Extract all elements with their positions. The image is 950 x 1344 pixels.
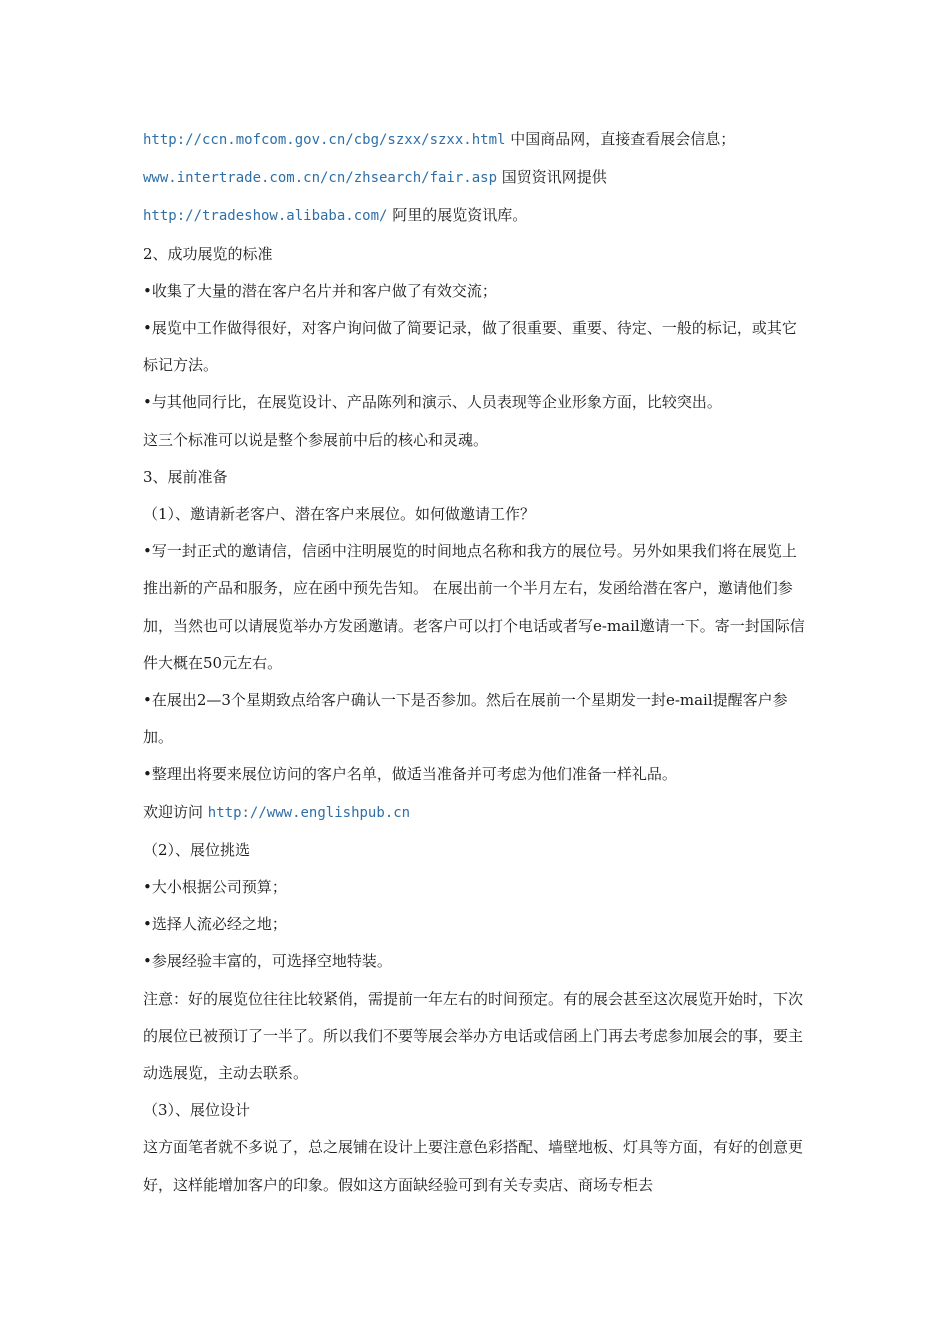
link-line-3 <box>143 197 808 235</box>
link-line-2 <box>143 159 808 197</box>
link-alibaba[interactable]: http://tradeshow.alibaba.com/ <box>143 208 388 225</box>
link-desc-1: 中国商品网，直接查看展会信息； <box>505 130 736 148</box>
link-desc-3: 阿里的展览资讯库。 <box>387 206 528 225</box>
welcome-line <box>143 794 808 832</box>
section-3-1-bullet-1: •写一封正式的邀请信，信函中注明展览的时间地点名称和我方的展位号。另外如果我们将在展览上推出新的产品和服务，应在函中预先告知。 在展出前一个半月左右，发函给潜在客户，邀请他们参加，当然也可以请展览举办方发函邀请。老客户可以打个电话或者写e-mail邀请一下。寄一封国际信件大概在50元左右。 <box>143 542 805 672</box>
section-2-title: 2、成功展览的标准 <box>143 244 273 263</box>
section-2-bullet-2: •展览中工作做得很好，对客户询问做了简要记录，做了很重要、重要、待定、一般的标记，或其它标记方法。 <box>143 319 797 375</box>
section-3-2-bullet-1: •大小根据公司预算； <box>143 878 287 897</box>
document-body <box>143 121 808 1204</box>
section-3-1-bullet-3: •整理出将要来展位访问的客户名单，做适当准备并可考虑为他们准备一样礼品。 <box>143 765 677 784</box>
section-3-3-text: 这方面笔者就不多说了，总之展铺在设计上要注意色彩搭配、墙壁地板、灯具等方面，有好的创意更好，这样能增加客户的印象。假如这方面缺经验可到有关专卖店、商场专柜去 <box>143 1138 804 1194</box>
section-3-2-title: （2）、展位挑选 <box>143 840 251 859</box>
link-mofcom[interactable]: http://ccn.mofcom.gov.cn/cbg/szxx/szxx.html <box>143 132 506 148</box>
section-2-bullet-1: •收集了大量的潜在客户名片并和客户做了有效交流； <box>143 281 497 300</box>
link-intertrade[interactable]: www.intertrade.com.cn/cn/zhsearch/fair.asp <box>143 170 498 187</box>
link-desc-2: 国贸资讯网提供 <box>497 168 607 187</box>
welcome-prefix: 欢迎访问 <box>143 802 208 821</box>
section-2-summary: 这三个标准可以说是整个参展前中后的核心和灵魂。 <box>143 430 489 449</box>
section-3-3-title: （3）、展位设计 <box>143 1101 251 1120</box>
section-3-2-bullet-3: •参展经验丰富的，可选择空地特装。 <box>143 952 392 971</box>
link-line-1 <box>143 121 808 159</box>
section-3-title: 3、展前准备 <box>143 467 228 486</box>
section-2-bullet-3: •与其他同行比，在展览设计、产品陈列和演示、人员表现等企业形象方面，比较突出。 <box>143 393 722 412</box>
link-englishpub[interactable]: http://www.englishpub.cn <box>207 804 411 821</box>
section-3-1-bullet-2: •在展出2—3个星期致点给客户确认一下是否参加。然后在展前一个星期发一封e-mail提醒客户参加。 <box>143 691 788 747</box>
section-3-2-bullet-2: •选择人流必经之地； <box>143 915 287 934</box>
section-3-2-note: 注意：好的展览位往往比较紧俏，需提前一年左右的时间预定。有的展会甚至这次展览开始时，下次的展位已被预订了一半了。所以我们不要等展会举办方电话或信函上门再去考虑参加展会的事，要主动选展览，主动去联系。 <box>143 989 804 1083</box>
section-3-1-title: （1）、邀请新老客户、潜在客户来展位。如何做邀请工作？ <box>143 505 536 524</box>
